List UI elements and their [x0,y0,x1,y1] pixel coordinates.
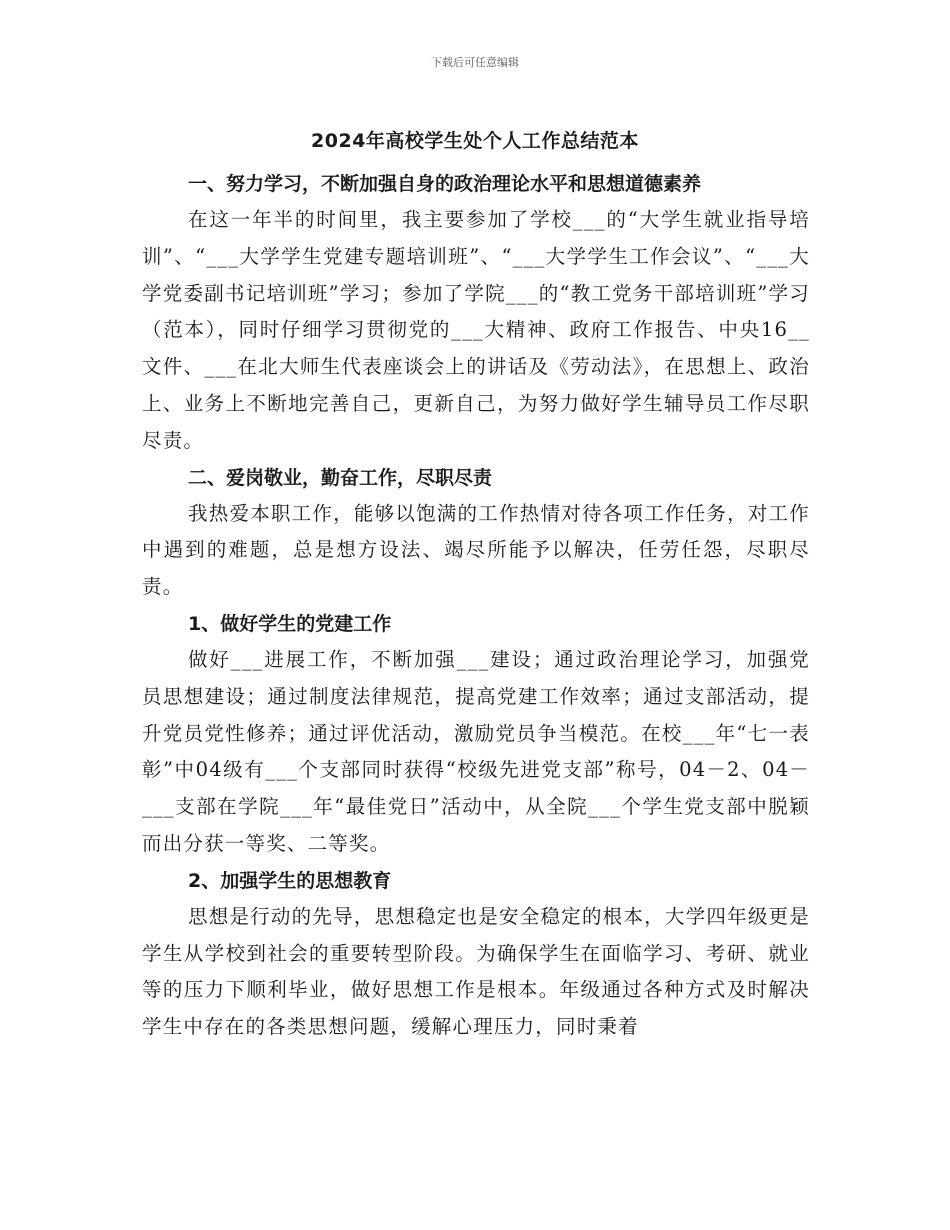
document-title: 2024年高校学生处个人工作总结范本 [311,130,639,152]
section-heading-2: 二、爱岗敬业，勤奋工作，尽职尽责 [188,466,493,489]
section-paragraph-1: 在这一年半的时间里，我主要参加了学校___的“大学生就业指导培训”、“___大学学生党建专题培训班”、“___大学学生工作会议”、“___大学党委副书记培训班”学习；参加了学院___的“教工党务干部培训班”学习（范本），同时仔细学习贯彻党的___大精神、政府工作报告、中央16__文件、___在北大师生代表座谈会上的讲话及《劳动法》，在思想上、政治上、业务上不断地完善自己，更新自己，为努力做好学生辅导员工作尽职尽责。 [142,208,810,452]
section-paragraph-3: 做好___进展工作，不断加强___建设；通过政治理论学习，加强党员思想建设；通过制度法律规范，提高党建工作效率；通过支部活动，提升党员党性修养；通过评优活动，激励党员争当模范。在校___年“七一表彰”中04级有___个支部同时获得“校级先进党支部”称号，04－2、04－___支部在学院___年“最佳党日”活动中，从全院___个学生党支部中脱颖而出分获一等奖、二等奖。 [142,647,810,855]
section-paragraph-4: 思想是行动的先导，思想稳定也是安全稳定的根本，大学四年级更是学生从学校到社会的重要转型阶段。为确保学生在面临学习、考研、就业等的压力下顺利毕业，做好思想工作是根本。年级通过各种方式及时解决学生中存在的各类思想问题，缓解心理压力，同时秉着 [142,904,810,1039]
section-paragraph-2: 我热爱本职工作，能够以饱满的工作热情对待各项工作任务，对工作中遇到的难题，总是想方设法、竭尽所能予以解决，任劳任怨，尽职尽责。 [142,501,810,599]
section-heading-4: 2、加强学生的思想教育 [188,869,392,892]
header-note: 下载后可任意编辑 [431,56,519,69]
section-heading-1: 一、努力学习，不断加强自身的政治理论水平和思想道德素养 [188,173,702,195]
section-heading-3: 1、做好学生的党建工作 [188,612,392,635]
document-body [142,166,810,1046]
